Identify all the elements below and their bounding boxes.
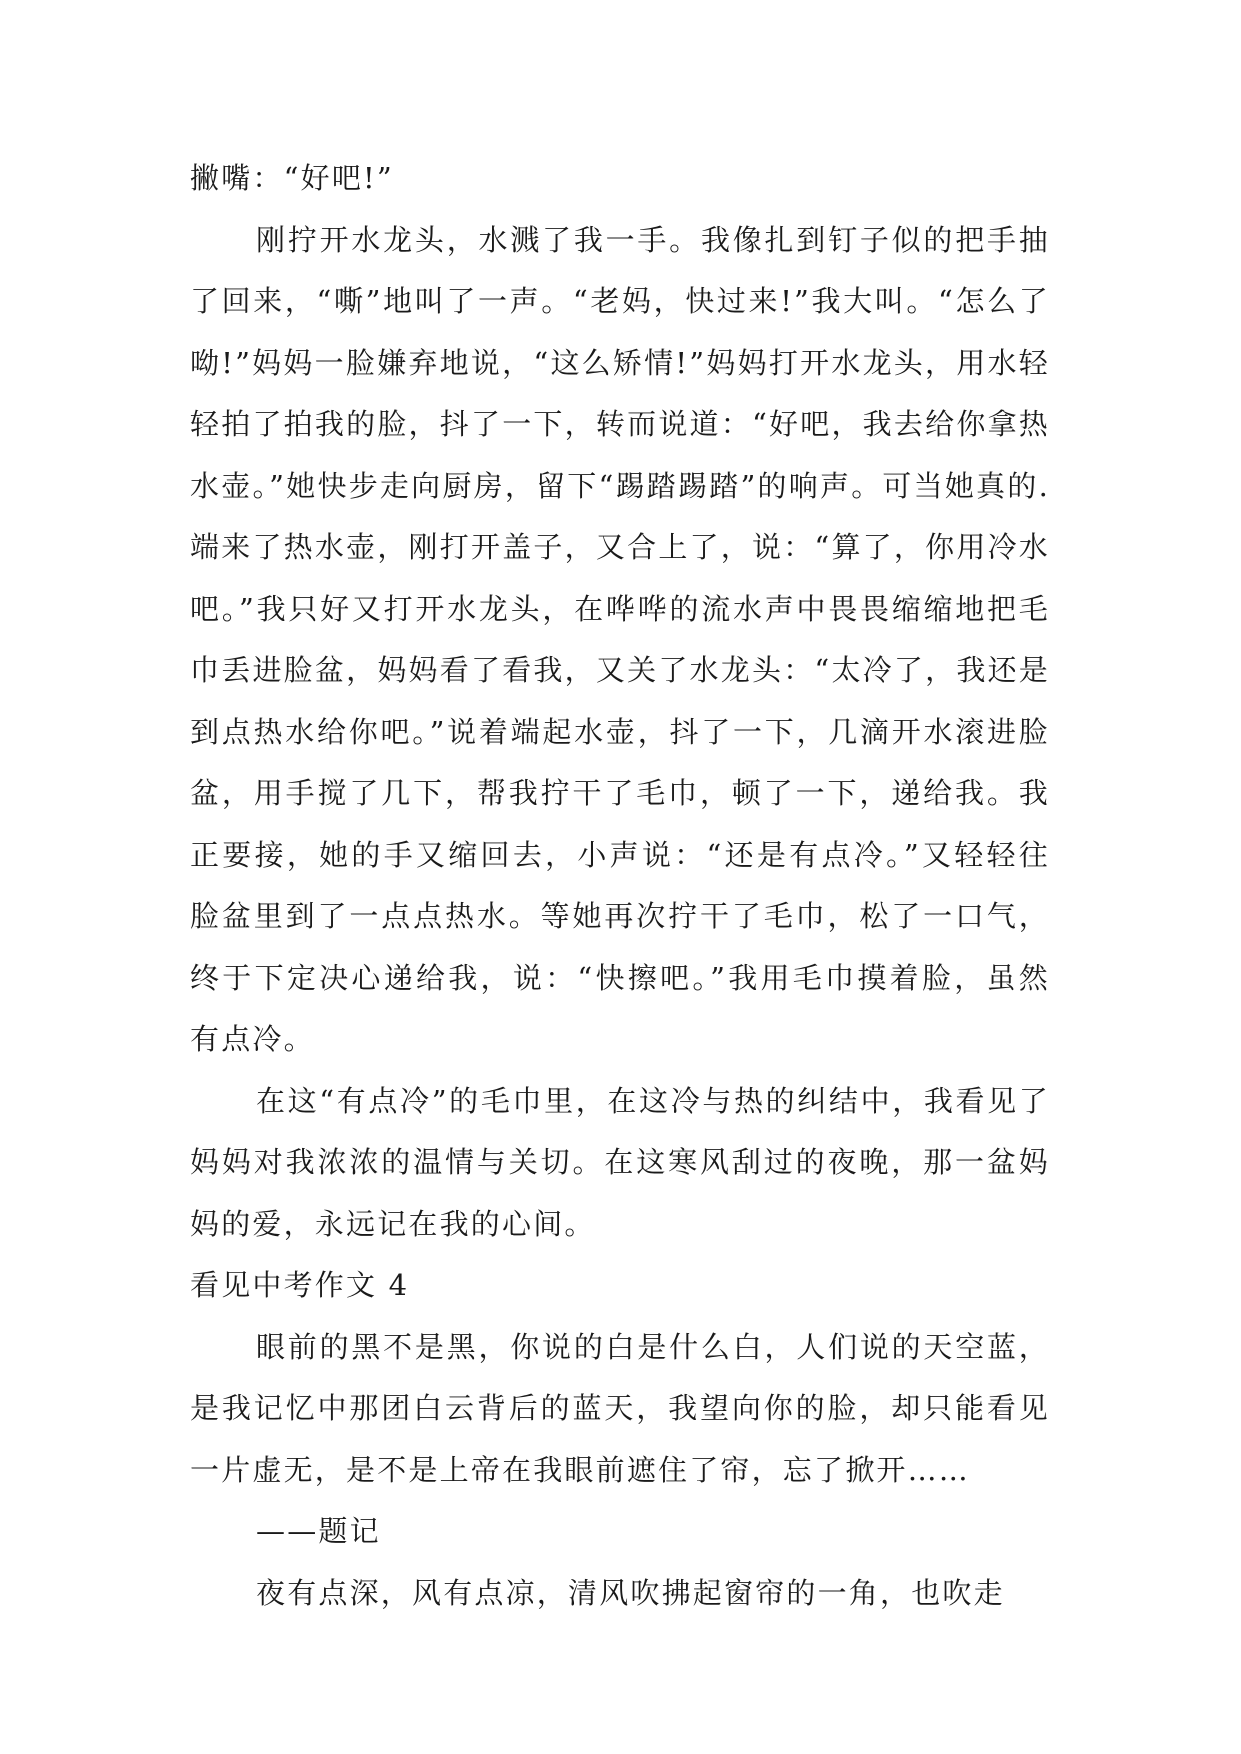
epigraph-attribution: ——题记	[256, 1514, 381, 1548]
paragraph-3: 在这“有点冷”的毛巾里，在这冷与热的纠结中，我看见了妈妈对我浓浓的温情与关切。在这寒风刮过的夜晚，那一盆妈妈的爱，永远记在我的心间。	[190, 1083, 1050, 1241]
paragraph-2: 刚拧开水龙头，水溅了我一手。我像扎到钉子似的把手抽了回来，“嘶”地叫了一声。“老妈，快过来!”我大叫。“怎么了呦!”妈妈一脸嫌弃地说，“这么矫情!”妈妈打开水龙头，用水轻轻拍了拍我的脸，抖了一下，转而说道：“好吧，我去给你拿热水壶。”她快步走向厨房，留下“踢踏踢踏”的响声。可当她真的.端来了热水壶，刚打开盖子，又合上了，说：“算了，你用冷水吧。”我只好又打开水龙头，在哗哗的流水声中畏畏缩缩地把毛巾丢进脸盆，妈妈看了看我，又关了水龙头：“太冷了，我还是到点热水给你吧。”说着端起水壶，抖了一下，几滴开水滚进脸盆，用手搅了几下，帮我拧干了毛巾，顿了一下，递给我。我正要接，她的手又缩回去，小声说：“还是有点冷。”又轻轻往脸盆里到了一点点热水。等她再次拧干了毛巾，松了一口气，终于下定决心递给我，说：“快擦吧。”我用毛巾摸着脸，虽然有点冷。	[190, 222, 1050, 1056]
paragraph-7: 夜有点深，风有点凉，清风吹拂起窗帘的一角，也吹走	[256, 1575, 1005, 1610]
document-body	[190, 148, 1050, 1624]
paragraph-1: 撇嘴：“好吧!”	[190, 161, 394, 195]
section-heading: 看见中考作文 4	[190, 1268, 410, 1302]
epigraph: 眼前的黑不是黑，你说的白是什么白，人们说的天空蓝，是我记忆中那团白云背后的蓝天，我望向你的脸，却只能看见一片虚无，是不是上帝在我眼前遮住了帘，忘了掀开……	[190, 1329, 1050, 1487]
